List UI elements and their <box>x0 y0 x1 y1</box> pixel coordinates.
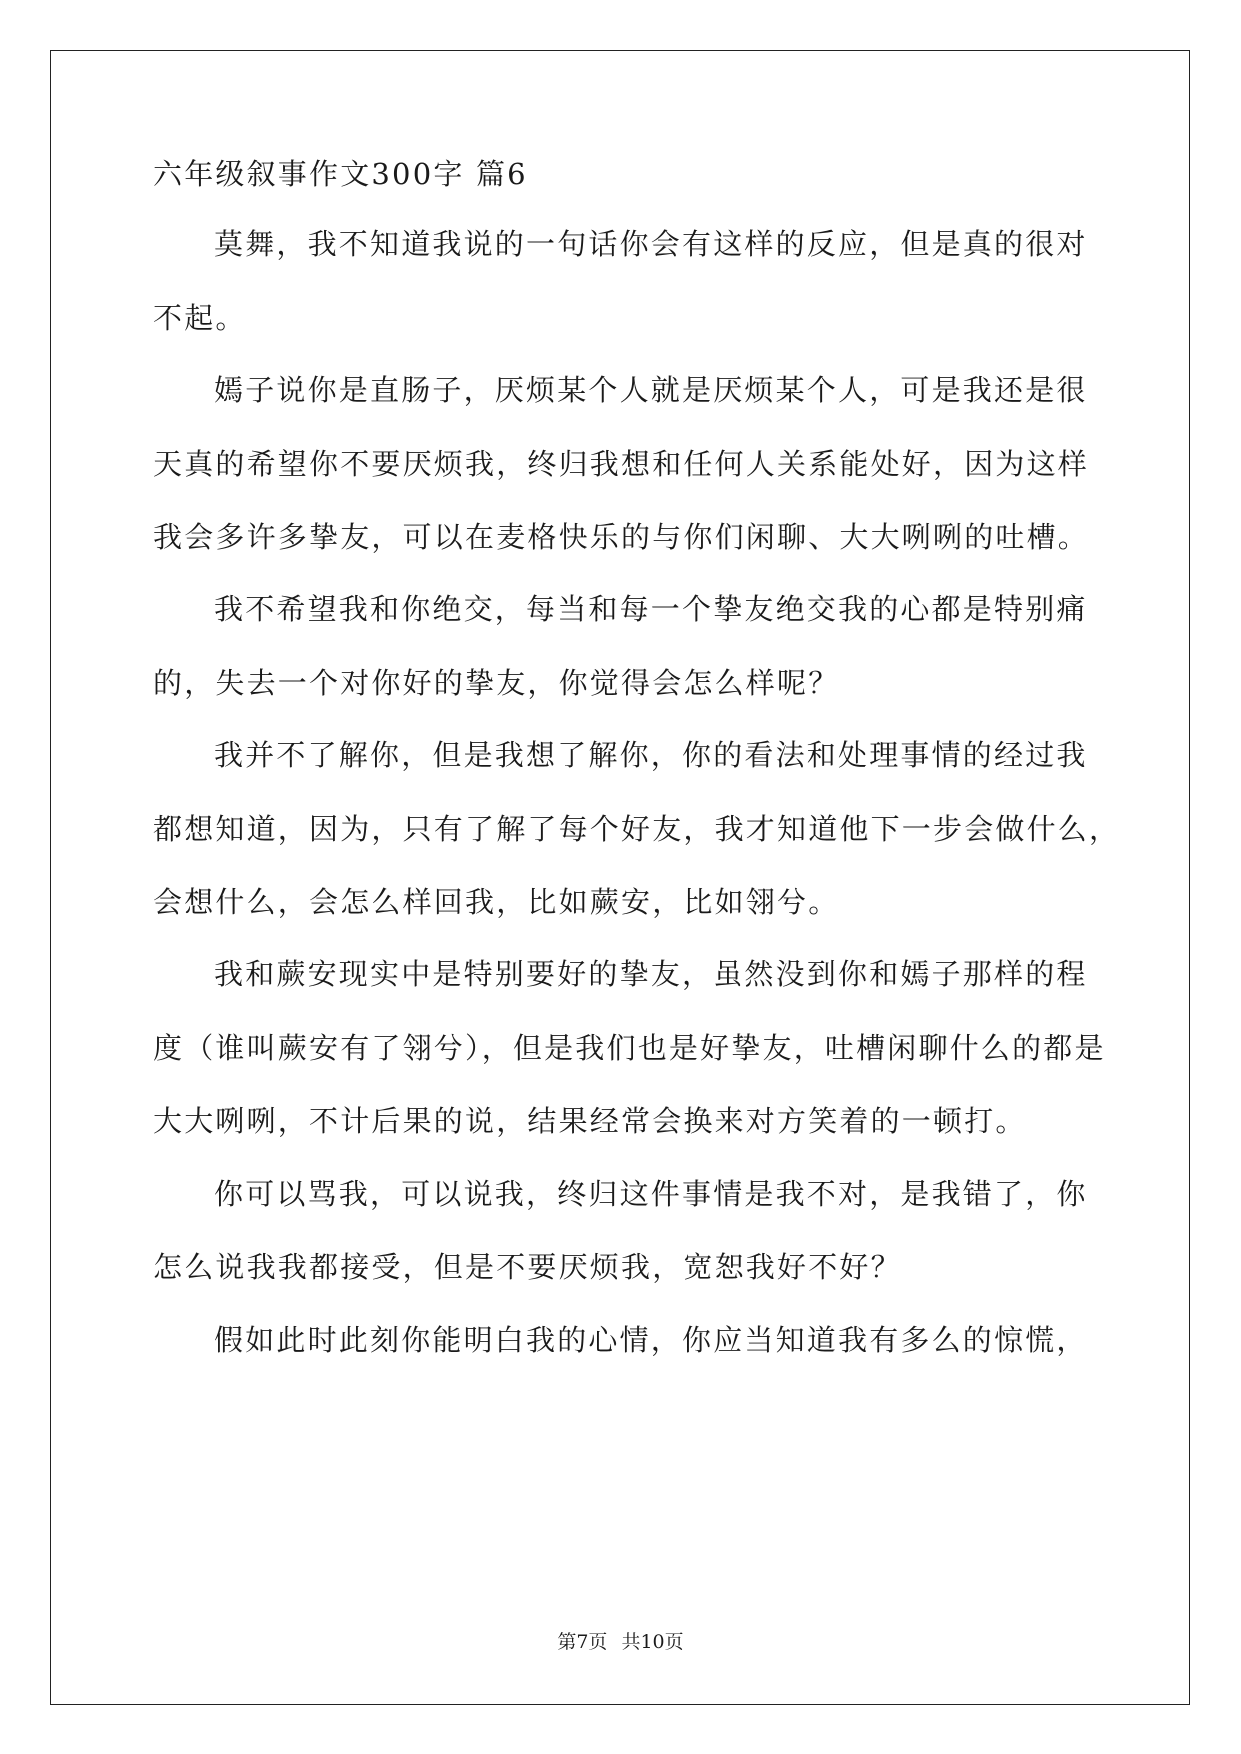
paragraph-5-line-3: 大大咧咧，不计后果的说，结果经常会换来对方笑着的一顿打。 <box>153 1104 1027 1138</box>
paragraph-4-line-3: 会想什么，会怎么样回我，比如蕨安，比如翎兮。 <box>153 885 840 919</box>
page-footer <box>0 1630 1241 1654</box>
page-number: 第7页 <box>557 1631 608 1653</box>
paragraph-6-line-2: 怎么说我我都接受，但是不要厌烦我，宽恕我好不好？ <box>153 1250 902 1284</box>
paragraph-6-line-1: 你可以骂我，可以说我，终归这件事情是我不对，是我错了，你 <box>214 1177 1088 1211</box>
paragraph-4-line-2: 都想知道，因为，只有了解了每个好友，我才知道他下一步会做什么， <box>153 812 1121 846</box>
paragraph-5-line-2: 度（谁叫蕨安有了翎兮），但是我们也是好挚友，吐槽闲聊什么的都是 <box>153 1031 1106 1065</box>
paragraph-3-line-2: 的，失去一个对你好的挚友，你觉得会怎么样呢？ <box>153 666 840 700</box>
paragraph-5-line-1: 我和蕨安现实中是特别要好的挚友，虽然没到你和嫣子那样的程 <box>214 957 1088 991</box>
paragraph-2-line-3: 我会多许多挚友，可以在麦格快乐的与你们闲聊、大大咧咧的吐槽。 <box>153 520 1090 554</box>
paragraph-2-line-1: 嫣子说你是直肠子，厌烦某个人就是厌烦某个人，可是我还是很 <box>214 373 1088 407</box>
paragraph-4-line-1: 我并不了解你，但是我想了解你，你的看法和处理事情的经过我 <box>214 738 1088 772</box>
paragraph-7-line-1: 假如此时此刻你能明白我的心情，你应当知道我有多么的惊慌， <box>214 1323 1088 1357</box>
paragraph-3-line-1: 我不希望我和你绝交，每当和每一个挚友绝交我的心都是特别痛 <box>214 592 1088 626</box>
page-total: 共10页 <box>621 1631 684 1653</box>
page-border <box>50 50 1190 1705</box>
paragraph-1-line-1: 莫舞，我不知道我说的一句话你会有这样的反应，但是真的很对 <box>214 227 1088 261</box>
paragraph-1-line-2: 不起。 <box>153 301 247 335</box>
paragraph-2-line-2: 天真的希望你不要厌烦我，终归我想和任何人关系能处好，因为这样 <box>153 447 1090 481</box>
document-title: 六年级叙事作文300字 篇6 <box>153 157 528 191</box>
